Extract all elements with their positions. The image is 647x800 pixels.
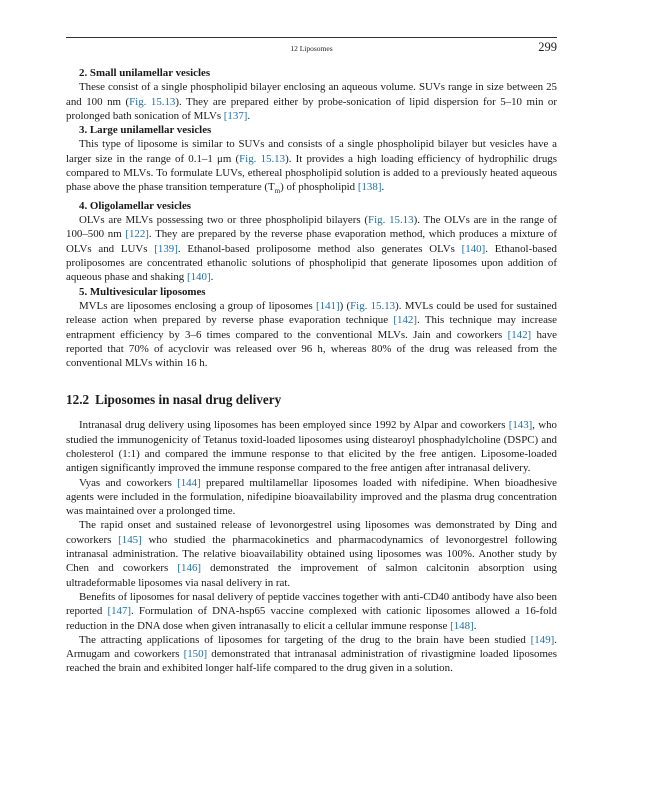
citation-link[interactable]: [145] (118, 533, 142, 546)
citation-link[interactable]: [122] (125, 228, 149, 241)
citation-link[interactable]: [141] (316, 299, 340, 312)
citation-link[interactable]: [137] (223, 109, 248, 122)
page-number: 299 (538, 40, 557, 54)
subsection-luv (66, 123, 557, 199)
citation-link[interactable]: [144] (177, 476, 201, 489)
citation-link[interactable]: Fig. 15.13 (368, 214, 414, 227)
citation-link[interactable]: [142] (393, 314, 417, 327)
citation-link[interactable]: [147] (107, 605, 132, 618)
citation-link[interactable]: [139] (154, 242, 178, 255)
citation-link[interactable]: [146] (177, 562, 202, 575)
citation-link[interactable]: Fig. 15.13 (239, 152, 286, 165)
paragraph: Benefits of liposomes for nasal delivery of peptide vaccines together with anti-CD40 antibody have also been reported [147]. Formulation of DNA-hsp65 vaccine complexed with cationic liposomes allowed a 16-fold reduction in the DNA dose when given intranasally to elicit a cellular immune response [148]. (66, 590, 557, 632)
citation-link[interactable]: Fig. 15.13 (129, 95, 176, 108)
header-rule (66, 37, 557, 38)
section-number: 12.2 (66, 392, 90, 408)
paragraph: The rapid onset and sustained release of levonorgestrel using liposomes was demonstrated by Ding and coworkers [145] who studied the pharmacokinetics and pharmacodynamics of levonorgestrel following intranasal administration. The relative bioavailability obtained using liposomes was 100%. Another study by Chen and coworkers [146] demonstrated the improvement of salmon calcitonin absorption using ultradeformable liposomes via nasal delivery in rat. (66, 519, 558, 589)
subsection-heading: 2. Small unilamellar vesicles (79, 67, 211, 79)
chapter-label: 12 Liposomes (290, 44, 333, 53)
subsection-suv (66, 66, 557, 123)
subsection-heading: 4. Oligolamellar vesicles (79, 199, 192, 212)
citation-link[interactable]: [149] (530, 633, 555, 646)
paragraph: The attracting applications of liposomes for targeting of the drug to the brain have been studied [149]. Armugam and coworkers [150] demonstrated that intranasal administration of rivastigmine loaded liposomes reached the brain and exhibited longer half-life compared to the drug given in a solution. (66, 633, 557, 675)
subscript: m (274, 187, 281, 196)
citation-link[interactable]: Fig. 15.13 (350, 299, 396, 312)
citation-link[interactable]: [140] (186, 271, 211, 284)
paragraph: Intranasal drug delivery using liposomes has been employed since 1992 by Alpar and coworkers [143], who studied the immunogenicity of Tetanus toxid-loaded liposomes using distearoyl phosphadylcholine (DSPC) and cholesterol (1:1) and compared the immune response to that elicited by the free antigen. Liposome-loaded antigen significantly improved the immune response compared to the free antigen after intranasal delivery. (66, 419, 557, 475)
citation-link[interactable]: [148] (450, 619, 474, 632)
running-head (66, 41, 557, 57)
subsection-heading: 3. Large unilamellar vesicles (79, 124, 212, 137)
citation-link[interactable]: [150] (183, 648, 208, 661)
section-title: Liposomes in nasal drug delivery (95, 392, 282, 408)
subsection-body: These consist of a single phospholipid bilayer enclosing an aqueous volume. SUVs range in size between 25 and 100 nm (Fig. 15.13). They are prepared either by probe-sonication of lipid dispersion for 5–10 min or prolonged bath sonication of MLVs [137]. (66, 81, 558, 122)
subsection-mvl (66, 285, 557, 371)
section-heading (66, 392, 557, 408)
subsection-heading: 5. Multivesicular liposomes (79, 285, 206, 298)
citation-link[interactable]: [142] (507, 328, 532, 341)
page-content (66, 66, 557, 676)
citation-link[interactable]: [143] (508, 419, 533, 432)
subsection-body: MVLs are liposomes enclosing a group of liposomes [141]) (Fig. 15.13). MVLs could be used for sustained release action when prepared by reverse phase evaporation technique [142]. This technique may increase entrapment efficiency by 3–6 times compared to the conventional MLVs. Jain and coworkers [142] have reported that 70% of acyclovir was released over 96 h, whereas 80% of the drug was released from the conventional MLVs within 16 h. (66, 299, 558, 370)
citation-link[interactable]: [138] (357, 181, 382, 194)
paragraph: Vyas and coworkers [144] prepared multilamellar liposomes loaded with nifedipine. When bioadhesive agents were included in the formulation, nifedipine bioavailability improved and the plasma drug concentration was maintained over a prolonged time. (66, 476, 557, 518)
subsection-body: This type of liposome is similar to SUVs and consists of a single phospholipid bilayer but vesicles have a larger size in the range of 0.1–1 μm (Fig. 15.13). It provides a high loading efficiency of hydrophilic drugs compared to MLVs. To formulate LUVs, ethereal phospholipid solution is added to a previously heated aqueous phase above the phase transition temperature $(T_m)$ of phospholipid [138]. (66, 138, 557, 196)
citation-link[interactable]: [140] (461, 242, 486, 255)
subsection-olv (66, 199, 557, 285)
subsection-body: OLVs are MLVs possessing two or three phospholipid bilayers (Fig. 15.13). The OLVs are in the range of 100–500 nm [122]. They are prepared by the reverse phase evaporation method, which produces a mixture of OLVs and LUVs [139]. Ethanol-based proliposome method also generates OLVs [140]. Ethanol-based proliposomes are concentrated ethanolic solutions of phospholipid that generate liposomes upon addition of aqueous phase and shaking [140]. (66, 214, 558, 284)
